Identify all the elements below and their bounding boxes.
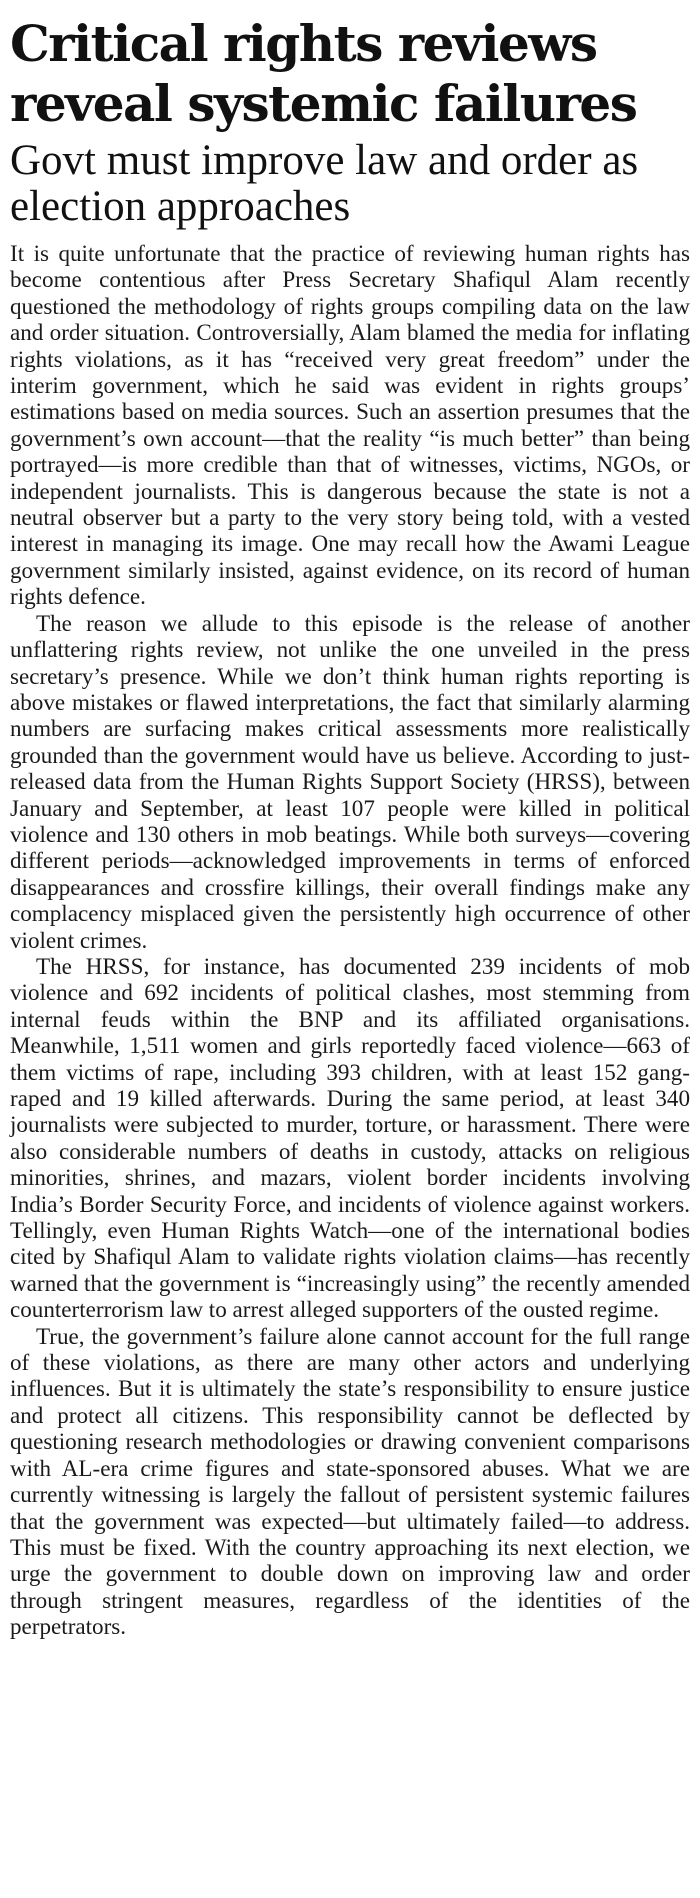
subheadline: Govt must improve law and order as election approaches	[10, 137, 639, 230]
article-body	[10, 240, 690, 1640]
paragraph-2: The reason we allude to this episode is the release of another unflattering rights review, not unlike the one unveiled in the press secretary’s presence. While we don’t think human rights reporting is above mistakes or flawed interpretations, the fact that similarly alarming numbers are surfacing makes critical assessments more realistically grounded than the government would have us believe. According to just-released data from the Human Rights Support Society (HRSS), between January and September, at least 107 people were killed in political violence and 130 others in mob beatings. While both surveys—covering different periods—acknowledged improvements in terms of enforced disappearances and crossfire killings, their overall findings make any complacency misplaced given the persistently high occurrence of other violent crimes.	[10, 609, 690, 953]
paragraph-4: True, the government’s failure alone cannot account for the full range of these violations, as there are many other actors and underlying influences. But it is ultimately the state’s responsibility to ensure justice and protect all citizens. This responsibility cannot be deflected by questioning research methodologies or drawing convenient comparisons with AL-era crime figures and state-sponsored abuses. What we are currently witnessing is largely the fallout of persistent systemic failures that the government was expected—but ultimately failed—to address. This must be fixed. With the country approaching its next election, we urge the government to double down on improving law and order through stringent measures, regardless of the identities of the perpetrators.	[10, 1322, 690, 1640]
paragraph-1: It is quite unfortunate that the practice of reviewing human rights has become contentious after Press Secretary Shafiqul Alam recently questioned the methodology of rights groups compiling data on the law and order situation. Controversially, Alam blamed the media for inflating rights violations, as it has “received very great freedom” under the interim government, which he said was evident in rights groups’ estimations based on media sources. Such an assertion presumes that the government’s own account—that the reality “is much better” than being portrayed—is more credible than that of witnesses, victims, NGOs, or independent journalists. This is dangerous because the state is not a neutral observer but a party to the very story being told, with a vested interest in managing its image. One may recall how the Awami League government similarly insisted, against evidence, on its record of human rights defence.	[10, 240, 690, 610]
paragraph-3: The HRSS, for instance, has documented 239 incidents of mob violence and 692 incidents of political clashes, most stemming from internal feuds within the BNP and its affiliated organisations. Meanwhile, 1,511 women and girls reportedly faced violence—663 of them victims of rape, including 393 children, with at least 152 gang-raped and 19 killed afterwards. During the same period, at least 340 journalists were subjected to murder, torture, or harassment. There were also considerable numbers of deaths in custody, attacks on religious minorities, shrines, and mazars, violent border incidents involving India’s Border Security Force, and incidents of violence against workers. Tellingly, even Human Rights Watch—one of the international bodies cited by Shafiqul Alam to validate rights violation claims—has recently warned that the government is “increasingly using” the recently amended counterterrorism law to arrest alleged supporters of the ousted regime.	[10, 952, 690, 1323]
headline: Critical rights reviews reveal systemic failures	[10, 14, 637, 133]
